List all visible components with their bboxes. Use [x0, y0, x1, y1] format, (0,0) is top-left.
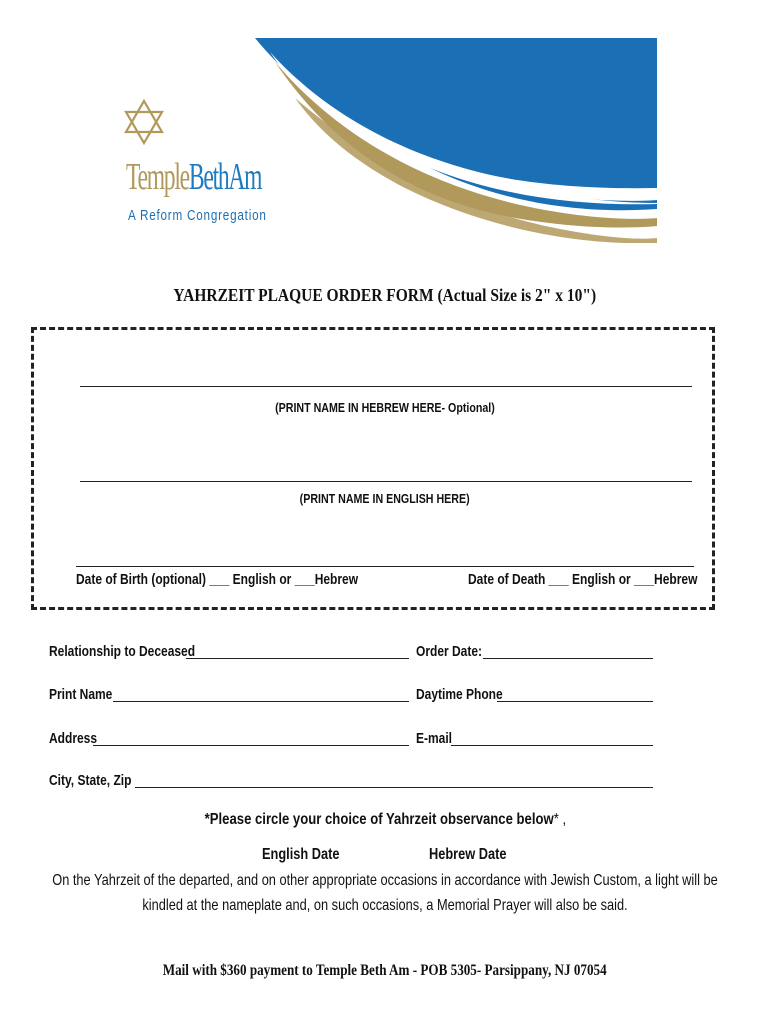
daytime-phone-label: Daytime Phone — [416, 686, 503, 703]
header-swoosh-graphic — [255, 38, 657, 243]
english-name-caption: (PRINT NAME IN ENGLISH HERE) — [300, 491, 470, 506]
logo-wordmark: TempleBethAm — [126, 156, 262, 198]
hebrew-name-line[interactable] — [80, 386, 692, 387]
logo-tagline: A Reform Congregation — [128, 207, 267, 224]
print-name-field[interactable] — [113, 701, 409, 702]
date-of-birth-label: Date of Birth (optional) ___ English or ___Hebrew — [76, 571, 359, 588]
plaque-area — [31, 327, 715, 610]
english-date-option[interactable]: English Date — [262, 846, 340, 863]
observance-instruction: *Please circle your choice of Yahrzeit observance below* , — [204, 811, 566, 828]
email-label: E-mail — [416, 730, 453, 747]
mailing-instructions: Mail with $360 payment to Temple Beth Am - POB 5305- Parsippany, NJ 07054 — [163, 962, 607, 979]
hebrew-name-caption: (PRINT NAME IN HEBREW HERE- Optional) — [275, 400, 495, 415]
address-field[interactable] — [93, 745, 409, 746]
form-title: YAHRZEIT PLAQUE ORDER FORM (Actual Size is 2" x 10") — [173, 285, 597, 305]
observance-description: On the Yahrzeit of the departed, and on other appropriate occasions in accordance with Jewish Custom, a light will be kindled at the nameplate and, on such occasions, a Memorial Prayer will also be said. — [52, 872, 718, 914]
relationship-field[interactable] — [186, 658, 409, 659]
print-name-label: Print Name — [49, 686, 113, 703]
dates-line[interactable] — [76, 566, 694, 567]
city-state-zip-field[interactable] — [135, 787, 653, 788]
address-label: Address — [49, 730, 98, 747]
daytime-phone-field[interactable] — [497, 701, 653, 702]
order-date-field[interactable] — [483, 658, 653, 659]
city-state-zip-label: City, State, Zip — [49, 772, 132, 789]
relationship-label: Relationship to Deceased — [49, 643, 196, 660]
english-name-line[interactable] — [80, 481, 692, 482]
email-field[interactable] — [451, 745, 653, 746]
hebrew-date-option[interactable]: Hebrew Date — [429, 846, 507, 863]
date-of-death-label: Date of Death ___ English or ___Hebrew — [468, 571, 698, 588]
order-date-label: Order Date: — [416, 643, 483, 660]
